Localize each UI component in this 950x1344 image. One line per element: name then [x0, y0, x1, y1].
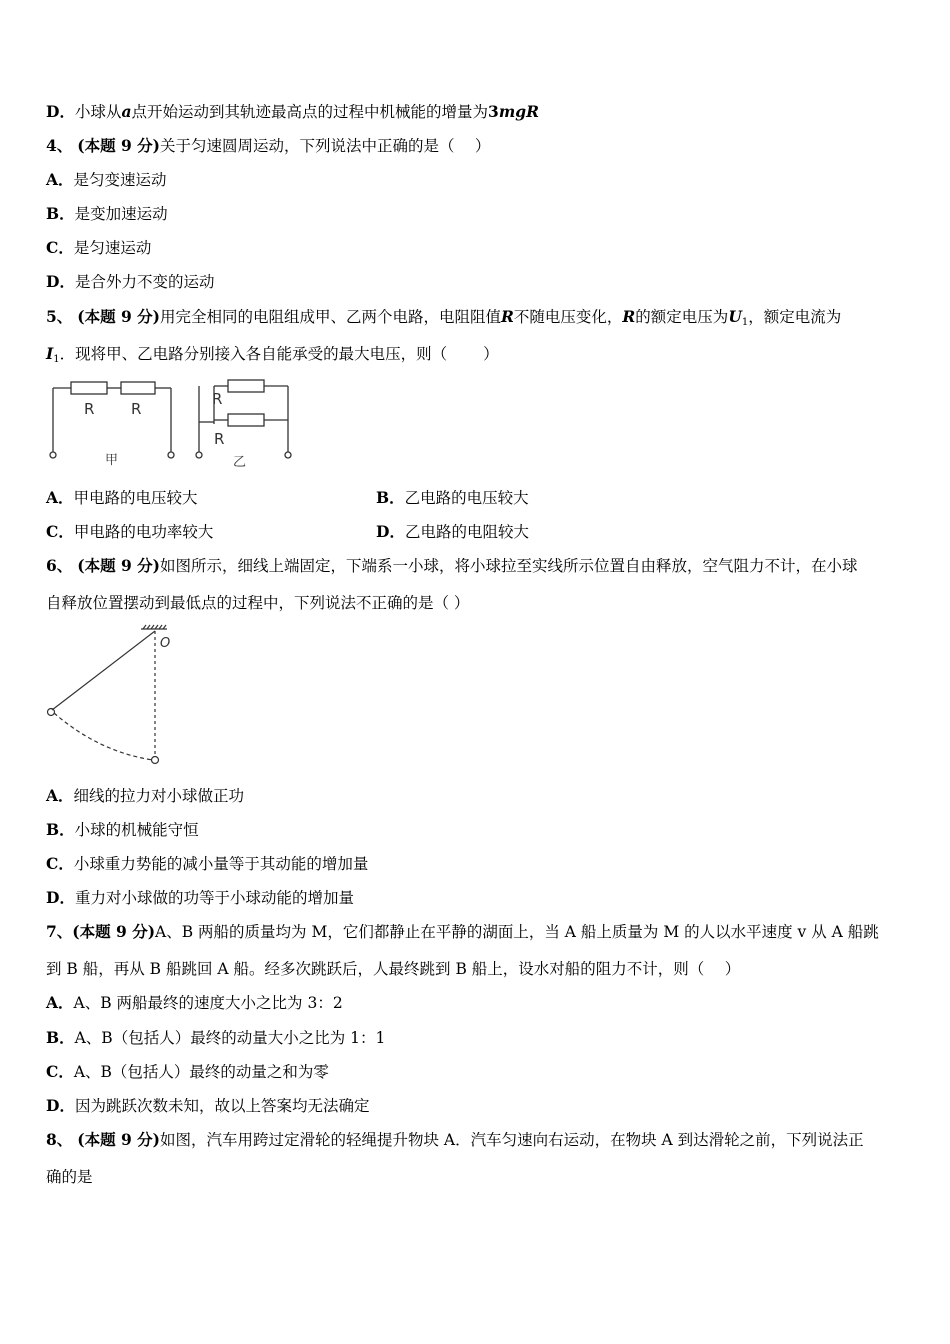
jia-terminal-left [50, 452, 56, 458]
q4-option-d: D．是合外力不变的运动 [46, 272, 215, 291]
jia-r-label-2: R [131, 400, 142, 418]
q6-option-d: D．重力对小球做的功等于小球动能的增加量 [46, 888, 354, 907]
q6-pendulum-figure [44, 624, 179, 769]
q5-circuit-figure [44, 376, 304, 468]
q7-option-a: A．A、B 两船最终的速度大小之比为 3：2 [46, 993, 343, 1012]
q5-option-c: C．甲电路的电功率较大 [46, 522, 214, 541]
yi-terminal-left [196, 452, 202, 458]
jia-resistor-1 [71, 382, 107, 394]
yi-r-label-1: R [212, 390, 223, 408]
q4-option-b: B．是变加速运动 [46, 204, 168, 223]
q8-stem-line2: 确的是 [46, 1168, 93, 1186]
q5-option-d: D．乙电路的电阻较大 [376, 522, 529, 541]
q4-stem: 4、 (本题 9 分)关于匀速圆周运动，下列说法中正确的是（ ） [46, 136, 491, 155]
q5-stem-line1: 5、 (本题 9 分)用完全相同的电阻组成甲、乙两个电路，电阻阻值R不随电压变化，R的额定电压为$U_1$，额定电流为 [46, 307, 842, 328]
ball-release [48, 709, 55, 716]
q6-stem-line2: 自释放位置摆动到最低点的过程中，下列说法不正确的是（ ） [46, 594, 470, 612]
yi-terminal-right [285, 452, 291, 458]
q5-option-a: A．甲电路的电压较大 [46, 488, 198, 507]
ball-lowest [152, 757, 159, 764]
q7-option-c: C．A、B（包括人）最终的动量之和为零 [46, 1062, 329, 1081]
q6-option-a: A．细线的拉力对小球做正功 [46, 786, 245, 805]
jia-resistor-2 [121, 382, 155, 394]
q5-option-b: B．乙电路的电压较大 [376, 488, 529, 507]
q5-stem-line2: $I_1$．现将甲、乙电路分别接入各自能承受的最大电压，则（ ） [46, 344, 499, 365]
q7-stem-line1: 7、(本题 9 分)A、B 两船的质量均为 M，它们都静止在平静的湖面上，当 A 船上质量为 M 的人以水平速度 v 从 A 船跳 [46, 922, 879, 941]
pivot-label: O [160, 636, 171, 651]
q7-option-b: B．A、B（包括人）最终的动量大小之比为 1：1 [46, 1028, 386, 1047]
swing-arc [54, 713, 153, 760]
q7-stem-line2: 到 B 船，再从 B 船跳回 A 船。经多次跳跃后，人最终跳到 B 船上，设水对船的阻力不计，则（ ） [46, 960, 741, 978]
q4-option-c: C．是匀速运动 [46, 238, 152, 257]
yi-label: 乙 [233, 455, 247, 470]
q6-option-c: C．小球重力势能的减小量等于其动能的增加量 [46, 854, 369, 873]
yi-resistor-2 [228, 414, 264, 426]
q6-stem-line1: 6、 (本题 9 分)如图所示，细线上端固定，下端系一小球，将小球拉至实线所示位置自由释放，空气阻力不计，在小球 [46, 556, 858, 575]
yi-resistor-1 [228, 380, 264, 392]
q3-option-d: D．小球从a点开始运动到其轨迹最高点的过程中机械能的增量为3mgR [46, 102, 539, 121]
jia-r-label-1: R [84, 400, 95, 418]
q4-option-a: A．是匀变速运动 [46, 170, 167, 189]
yi-r-label-2: R [214, 430, 225, 448]
pendulum-string [52, 631, 155, 710]
jia-label: 甲 [105, 453, 119, 468]
q8-stem-line1: 8、 (本题 9 分)如图，汽车用跨过定滑轮的轻绳提升物块 A．汽车匀速向右运动，在物块 A 到达滑轮之前，下列说法正 [46, 1130, 864, 1149]
q6-option-b: B．小球的机械能守恒 [46, 820, 199, 839]
q7-option-d: D．因为跳跃次数未知，故以上答案均无法确定 [46, 1096, 370, 1115]
jia-terminal-right [168, 452, 174, 458]
